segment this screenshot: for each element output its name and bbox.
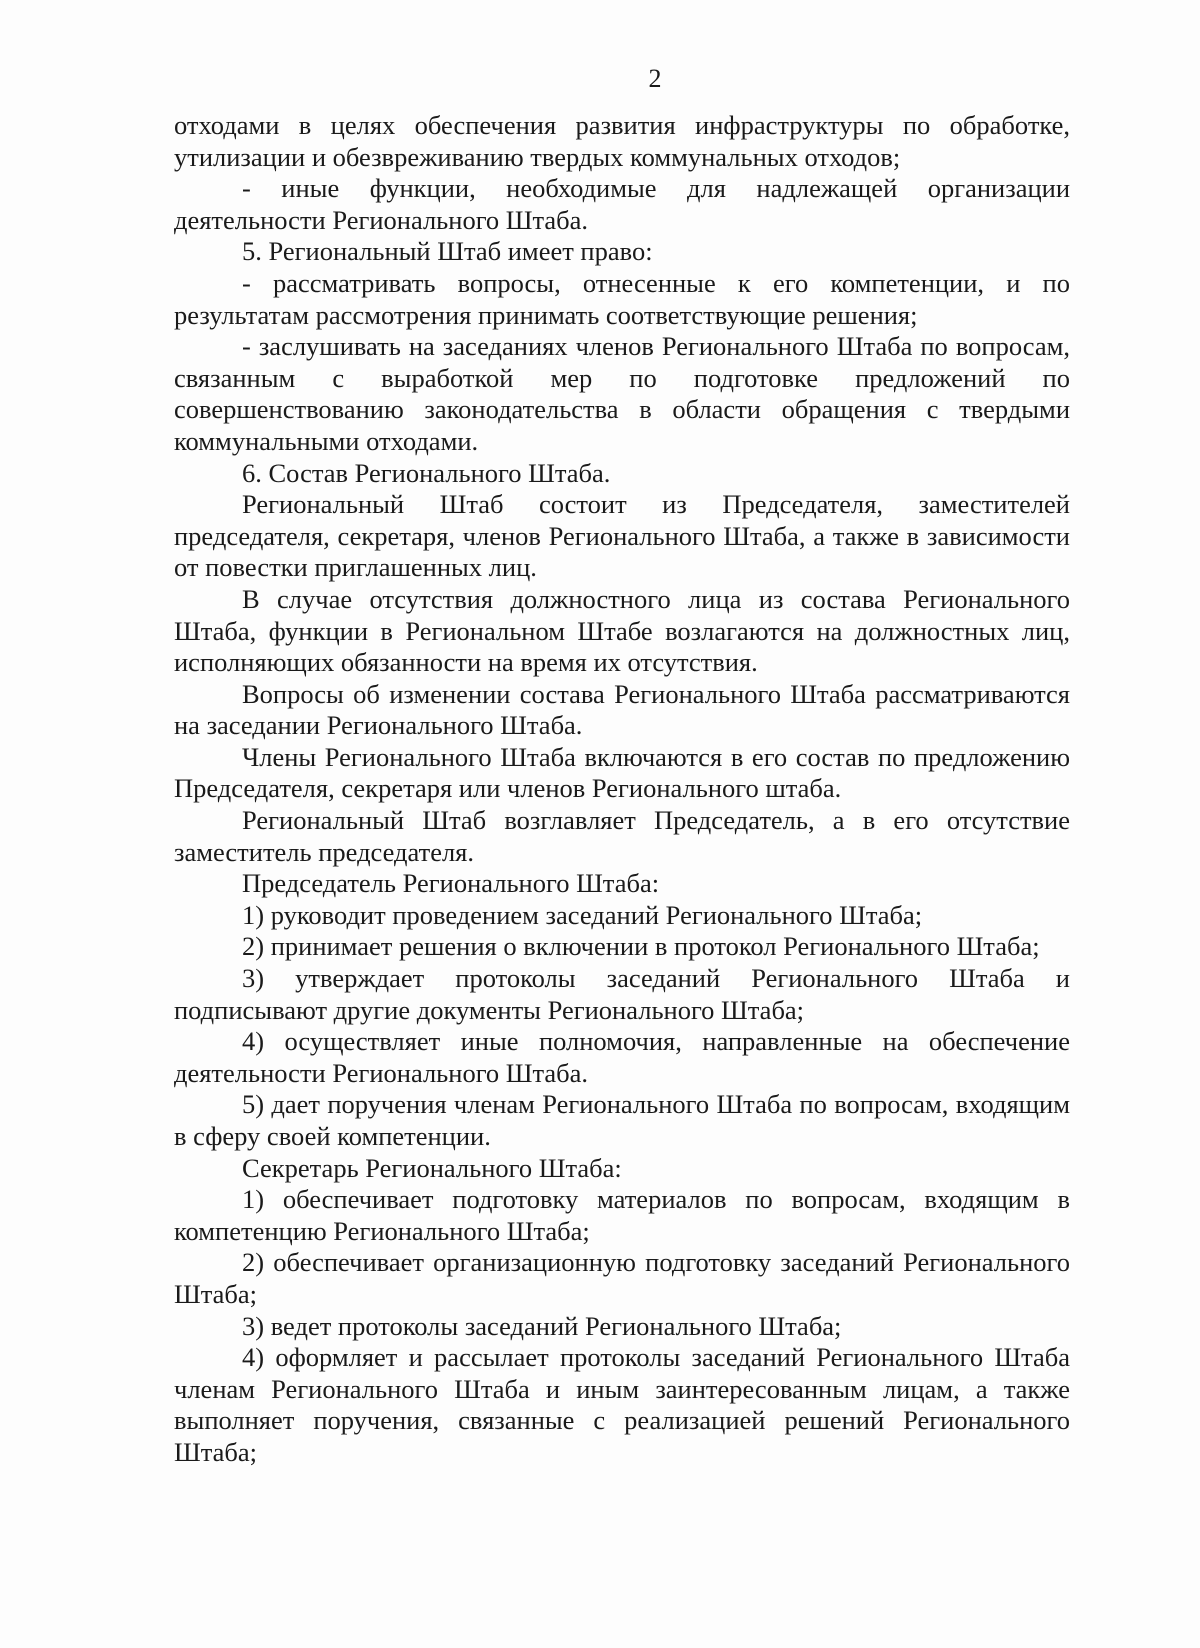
paragraph-right-hear: - заслушивать на заседаниях членов Регионального Штаба по вопросам, связанным с выработкой мер по подготовке предложений по совершенствованию законодательства в области обращения с твердыми коммунальными отходами. — [174, 331, 1070, 456]
document-body — [174, 110, 1070, 1469]
paragraph-composition-changes: Вопросы об изменении состава Регионального Штаба рассматриваются на заседании Регионального Штаба. — [174, 678, 1070, 741]
paragraph-intro-continuation: отходами в целях обеспечения развития инфраструктуры по обработке, утилизации и обезвреживанию твердых коммунальных отходов; — [174, 110, 1070, 172]
paragraph-chair-leads: Региональный Штаб возглавляет Председатель, а в его отсутствие заместитель председателя. — [174, 805, 1070, 867]
chair-duty-1: 1) руководит проведением заседаний Регионального Штаба; — [242, 899, 923, 930]
paragraph-other-functions: - иные функции, необходимые для надлежащей организации деятельности Регионального Штаба. — [174, 173, 1070, 235]
secretary-duty-1: 1) обеспечивает подготовку материалов по вопросам, входящим в компетенцию Регионального Штаба; — [174, 1184, 1070, 1246]
chair-duties-heading: Председатель Регионального Штаба: — [242, 868, 660, 899]
page-number: 2 — [648, 64, 662, 93]
secretary-duty-2: 2) обеспечивает организационную подготовку заседаний Регионального Штаба; — [174, 1247, 1070, 1309]
secretary-duty-4: 4) оформляет и рассылает протоколы заседаний Регионального Штаба членам Регионального Штаба и иным заинтересованным лицам, а также выполняет поручения, связанные с реализацией решений Регионального Штаба; — [174, 1342, 1070, 1467]
paragraph-absence: В случае отсутствия должностного лица из состава Регионального Штаба, функции в Региональном Штабе возлагаются на должностных лиц, исполняющих обязанности на время их отсутствия. — [174, 583, 1070, 678]
chair-duty-4: 4) осуществляет иные полномочия, направленные на обеспечение деятельности Регионального Штаба. — [174, 1026, 1070, 1088]
chair-duty-3: 3) утверждает протоколы заседаний Регионального Штаба и подписывают другие документы Регионального Штаба; — [174, 963, 1070, 1025]
section-5-heading: 5. Региональный Штаб имеет право: — [242, 236, 653, 267]
chair-duty-5: 5) дает поручения членам Регионального Штаба по вопросам, входящим в сферу своей компетенции. — [174, 1089, 1070, 1151]
chair-duty-2: 2) принимает решения о включении в протокол Регионального Штаба; — [242, 931, 1040, 962]
section-6-heading: 6. Состав Регионального Штаба. — [242, 457, 611, 488]
secretary-duties-heading: Секретарь Регионального Штаба: — [242, 1152, 622, 1183]
secretary-duty-3: 3) ведет протоколы заседаний Регионального Штаба; — [242, 1310, 842, 1341]
paragraph-right-consider: - рассматривать вопросы, отнесенные к его компетенции, и по результатам рассмотрения принимать соответствующие решения; — [174, 267, 1070, 330]
paragraph-members-inclusion: Члены Регионального Штаба включаются в его состав по предложению Председателя, секретаря или членов Регионального штаба. — [174, 741, 1070, 804]
paragraph-composition: Региональный Штаб состоит из Председателя, заместителей председателя, секретаря, членов Регионального Штаба, а также в зависимости от повестки приглашенных лиц. — [174, 489, 1070, 583]
